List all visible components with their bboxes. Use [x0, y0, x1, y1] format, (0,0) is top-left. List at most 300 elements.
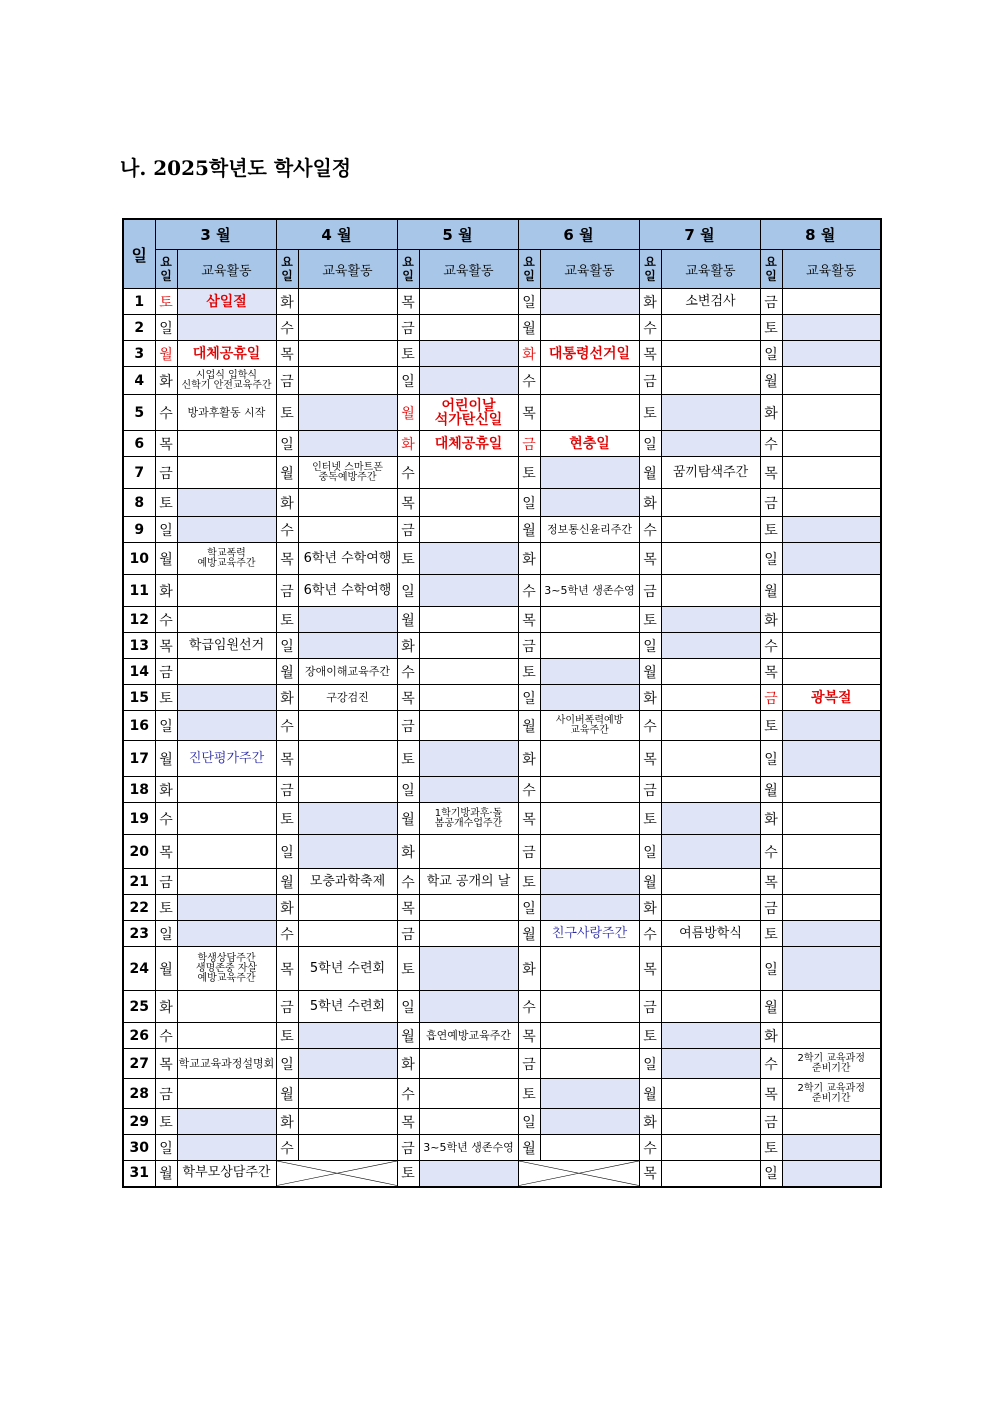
activity-cell	[419, 711, 518, 741]
activity-cell	[298, 607, 397, 633]
activity-cell	[419, 835, 518, 869]
weekday-cell: 토	[276, 1023, 298, 1049]
table-row	[123, 395, 881, 431]
day-number: 26	[123, 1023, 155, 1049]
table-row	[123, 947, 881, 991]
activity-cell	[782, 741, 881, 777]
day-number: 8	[123, 489, 155, 517]
activity-cell	[782, 341, 881, 367]
weekday-cell: 금	[155, 1079, 177, 1109]
day-number: 10	[123, 543, 155, 575]
activity-cell	[782, 289, 881, 315]
activity-cell	[782, 367, 881, 395]
activity-cell: 정보통신윤리주간	[540, 517, 639, 543]
activity-cell	[419, 575, 518, 607]
activity-cell	[661, 543, 760, 575]
month-header: 4 월	[276, 219, 397, 250]
weekday-cell: 목	[276, 543, 298, 575]
weekday-cell: 월	[760, 777, 782, 803]
weekday-cell: 수	[639, 315, 661, 341]
activity-cell: 꿈끼탐색주간	[661, 457, 760, 489]
month-header: 6 월	[518, 219, 639, 250]
weekday-cell: 월	[276, 869, 298, 895]
table-row	[123, 711, 881, 741]
day-number: 4	[123, 367, 155, 395]
weekday-cell: 화	[518, 947, 540, 991]
weekday-cell: 일	[639, 835, 661, 869]
weekday-cell: 일	[518, 895, 540, 921]
activity-cell	[782, 711, 881, 741]
activity-cell	[298, 517, 397, 543]
activity-cell	[177, 315, 276, 341]
activity-cell	[298, 1023, 397, 1049]
activity-cell	[298, 341, 397, 367]
activity-cell	[177, 1023, 276, 1049]
activity-cell	[540, 395, 639, 431]
weekday-cell: 목	[639, 341, 661, 367]
day-number: 5	[123, 395, 155, 431]
table-row	[123, 1023, 881, 1049]
weekday-cell: 일	[155, 711, 177, 741]
activity-cell	[177, 1109, 276, 1135]
activity-cell	[782, 1109, 881, 1135]
table-row	[123, 869, 881, 895]
activity-cell: 2학기 교육과정 준비기간	[782, 1079, 881, 1109]
activity-cell	[540, 947, 639, 991]
weekday-cell: 금	[518, 431, 540, 457]
weekday-cell: 금	[760, 685, 782, 711]
activity-cell	[298, 315, 397, 341]
day-number: 15	[123, 685, 155, 711]
weekday-cell: 금	[518, 633, 540, 659]
activity-cell	[298, 1079, 397, 1109]
activity-cell	[661, 711, 760, 741]
activity-cell	[782, 835, 881, 869]
day-number: 21	[123, 869, 155, 895]
weekday-cell: 수	[518, 367, 540, 395]
activity-header: 교육활동	[540, 250, 639, 289]
table-row	[123, 607, 881, 633]
weekday-cell: 화	[276, 489, 298, 517]
day-number: 24	[123, 947, 155, 991]
weekday-cell: 일	[397, 777, 419, 803]
activity-cell	[177, 659, 276, 685]
weekday-cell: 수	[155, 395, 177, 431]
weekday-cell: 수	[397, 659, 419, 685]
activity-cell	[419, 1109, 518, 1135]
weekday-cell: 월	[276, 659, 298, 685]
day-number: 31	[123, 1161, 155, 1187]
table-row	[123, 457, 881, 489]
activity-cell: 대체공휴일	[419, 431, 518, 457]
weekday-cell: 수	[639, 517, 661, 543]
activity-cell	[782, 315, 881, 341]
activity-cell	[540, 659, 639, 685]
activity-cell	[540, 607, 639, 633]
activity-cell	[540, 367, 639, 395]
weekday-cell: 월	[639, 457, 661, 489]
weekday-cell: 토	[155, 289, 177, 315]
activity-cell	[419, 947, 518, 991]
activity-cell	[661, 395, 760, 431]
table-row	[123, 489, 881, 517]
weekday-cell: 토	[639, 395, 661, 431]
weekday-cell: 목	[760, 457, 782, 489]
weekday-cell: 화	[155, 575, 177, 607]
weekday-header: 요 일	[518, 250, 540, 289]
weekday-cell: 월	[397, 395, 419, 431]
activity-cell	[782, 1023, 881, 1049]
weekday-cell: 화	[760, 803, 782, 835]
activity-cell: 3~5학년 생존수영	[540, 575, 639, 607]
month-header: 3 월	[155, 219, 276, 250]
activity-cell	[419, 741, 518, 777]
weekday-cell: 월	[155, 947, 177, 991]
activity-cell	[177, 711, 276, 741]
activity-cell: 5학년 수련회	[298, 947, 397, 991]
weekday-cell: 목	[397, 1109, 419, 1135]
weekday-cell: 화	[155, 991, 177, 1023]
weekday-cell: 금	[276, 991, 298, 1023]
weekday-cell: 화	[155, 367, 177, 395]
activity-cell	[419, 315, 518, 341]
day-number: 23	[123, 921, 155, 947]
weekday-header: 요 일	[155, 250, 177, 289]
weekday-cell: 수	[639, 711, 661, 741]
activity-cell	[177, 517, 276, 543]
weekday-cell: 토	[760, 315, 782, 341]
weekday-cell: 목	[639, 947, 661, 991]
activity-cell	[177, 457, 276, 489]
day-number: 28	[123, 1079, 155, 1109]
activity-cell	[298, 1109, 397, 1135]
activity-cell	[298, 921, 397, 947]
activity-cell	[782, 543, 881, 575]
activity-cell	[782, 457, 881, 489]
activity-cell	[540, 1109, 639, 1135]
weekday-cell: 화	[397, 835, 419, 869]
weekday-cell: 목	[518, 607, 540, 633]
month-header: 8 월	[760, 219, 881, 250]
weekday-cell: 목	[397, 289, 419, 315]
table-row	[123, 1049, 881, 1079]
weekday-cell: 화	[155, 777, 177, 803]
weekday-cell: 수	[276, 315, 298, 341]
activity-cell: 현충일	[540, 431, 639, 457]
activity-cell	[782, 869, 881, 895]
weekday-cell: 토	[518, 457, 540, 489]
weekday-header: 요 일	[639, 250, 661, 289]
weekday-cell: 화	[397, 431, 419, 457]
activity-cell	[540, 777, 639, 803]
activity-header: 교육활동	[177, 250, 276, 289]
activity-cell	[540, 803, 639, 835]
weekday-cell: 금	[639, 575, 661, 607]
weekday-cell: 수	[276, 921, 298, 947]
activity-cell	[540, 869, 639, 895]
weekday-cell: 토	[397, 543, 419, 575]
weekday-cell: 화	[276, 685, 298, 711]
activity-cell	[661, 947, 760, 991]
weekday-cell: 금	[397, 1135, 419, 1161]
activity-cell	[419, 659, 518, 685]
weekday-cell: 일	[760, 1161, 782, 1187]
weekday-cell: 목	[276, 947, 298, 991]
activity-cell	[298, 289, 397, 315]
activity-cell	[298, 1049, 397, 1079]
activity-header: 교육활동	[419, 250, 518, 289]
activity-cell	[782, 575, 881, 607]
weekday-cell: 토	[760, 517, 782, 543]
weekday-cell: 일	[397, 991, 419, 1023]
weekday-cell: 목	[639, 741, 661, 777]
weekday-cell: 토	[760, 1135, 782, 1161]
weekday-cell: 토	[276, 803, 298, 835]
activity-cell	[540, 1049, 639, 1079]
activity-cell	[419, 457, 518, 489]
weekday-cell: 토	[639, 607, 661, 633]
weekday-cell: 목	[518, 1023, 540, 1049]
weekday-cell: 월	[639, 659, 661, 685]
weekday-cell: 월	[639, 1079, 661, 1109]
activity-cell	[177, 895, 276, 921]
activity-cell	[661, 1079, 760, 1109]
activity-cell	[661, 633, 760, 659]
activity-cell	[419, 895, 518, 921]
weekday-cell: 수	[276, 711, 298, 741]
table-row	[123, 315, 881, 341]
weekday-cell: 금	[760, 489, 782, 517]
weekday-cell: 수	[397, 1079, 419, 1109]
table-row	[123, 289, 881, 315]
weekday-cell: 일	[760, 543, 782, 575]
table-row	[123, 991, 881, 1023]
day-number: 25	[123, 991, 155, 1023]
activity-cell	[298, 741, 397, 777]
activity-cell	[661, 489, 760, 517]
table-row	[123, 633, 881, 659]
table-row	[123, 835, 881, 869]
table-row	[123, 367, 881, 395]
weekday-cell: 금	[639, 777, 661, 803]
weekday-cell: 월	[397, 803, 419, 835]
activity-cell	[419, 489, 518, 517]
weekday-cell: 수	[518, 777, 540, 803]
activity-cell	[661, 575, 760, 607]
table-row	[123, 1109, 881, 1135]
activity-cell	[540, 315, 639, 341]
activity-header: 교육활동	[782, 250, 881, 289]
activity-cell	[540, 1023, 639, 1049]
activity-cell	[298, 1135, 397, 1161]
weekday-cell: 일	[639, 431, 661, 457]
activity-cell	[298, 711, 397, 741]
activity-cell	[419, 517, 518, 543]
weekday-cell: 수	[155, 803, 177, 835]
activity-cell	[782, 947, 881, 991]
table-row	[123, 685, 881, 711]
activity-cell: 대체공휴일	[177, 341, 276, 367]
day-number: 16	[123, 711, 155, 741]
weekday-cell: 월	[639, 869, 661, 895]
weekday-cell: 금	[639, 367, 661, 395]
activity-cell	[540, 835, 639, 869]
weekday-cell: 목	[397, 489, 419, 517]
activity-cell	[419, 685, 518, 711]
empty-day-cross	[518, 1161, 639, 1187]
activity-cell	[298, 835, 397, 869]
weekday-cell: 월	[518, 1135, 540, 1161]
activity-cell	[782, 659, 881, 685]
month-header: 7 월	[639, 219, 760, 250]
weekday-cell: 수	[397, 869, 419, 895]
day-number: 17	[123, 741, 155, 777]
weekday-cell: 화	[276, 1109, 298, 1135]
table-row	[123, 517, 881, 543]
weekday-cell: 일	[639, 1049, 661, 1079]
weekday-cell: 금	[276, 367, 298, 395]
weekday-cell: 일	[518, 289, 540, 315]
day-number: 14	[123, 659, 155, 685]
weekday-cell: 수	[639, 921, 661, 947]
weekday-cell: 화	[760, 395, 782, 431]
activity-cell	[419, 289, 518, 315]
weekday-cell: 목	[397, 685, 419, 711]
activity-cell	[661, 991, 760, 1023]
weekday-cell: 일	[155, 315, 177, 341]
weekday-cell: 화	[518, 341, 540, 367]
table-row	[123, 543, 881, 575]
activity-cell: 소변검사	[661, 289, 760, 315]
page-title: 나. 2025학년도 학사일정	[120, 156, 352, 180]
activity-cell	[661, 835, 760, 869]
table-row	[123, 431, 881, 457]
activity-cell: 진단평가주간	[177, 741, 276, 777]
activity-cell	[782, 921, 881, 947]
weekday-cell: 일	[518, 489, 540, 517]
weekday-cell: 화	[397, 633, 419, 659]
activity-cell: 장애이해교육주간	[298, 659, 397, 685]
activity-cell	[419, 607, 518, 633]
table-row	[123, 895, 881, 921]
weekday-cell: 금	[397, 517, 419, 543]
weekday-cell: 토	[397, 741, 419, 777]
activity-cell: 대통령선거일	[540, 341, 639, 367]
day-number: 29	[123, 1109, 155, 1135]
activity-cell	[177, 575, 276, 607]
activity-cell	[661, 315, 760, 341]
weekday-cell: 일	[397, 367, 419, 395]
day-number: 12	[123, 607, 155, 633]
weekday-cell: 금	[276, 777, 298, 803]
activity-cell	[661, 431, 760, 457]
day-number: 18	[123, 777, 155, 803]
activity-cell	[661, 1049, 760, 1079]
day-number: 2	[123, 315, 155, 341]
weekday-cell: 수	[518, 575, 540, 607]
activity-cell	[540, 633, 639, 659]
table-row	[123, 803, 881, 835]
weekday-cell: 일	[276, 633, 298, 659]
activity-cell: 시업식 입학식 신학기 안전교육주간	[177, 367, 276, 395]
weekday-cell: 월	[760, 367, 782, 395]
activity-cell	[661, 367, 760, 395]
activity-cell	[661, 895, 760, 921]
weekday-cell: 화	[276, 895, 298, 921]
weekday-cell: 금	[155, 457, 177, 489]
activity-cell	[298, 803, 397, 835]
activity-cell	[419, 1049, 518, 1079]
table-row	[123, 341, 881, 367]
activity-cell	[419, 543, 518, 575]
weekday-cell: 금	[276, 575, 298, 607]
activity-cell: 학교교육과정설명회	[177, 1049, 276, 1079]
activity-cell: 어린이날 석가탄신일	[419, 395, 518, 431]
activity-cell	[298, 633, 397, 659]
weekday-cell: 일	[760, 741, 782, 777]
table-row	[123, 1161, 881, 1187]
weekday-cell: 금	[155, 869, 177, 895]
activity-cell	[419, 633, 518, 659]
weekday-cell: 월	[155, 741, 177, 777]
weekday-cell: 화	[518, 543, 540, 575]
weekday-cell: 월	[276, 457, 298, 489]
activity-cell: 5학년 수련회	[298, 991, 397, 1023]
weekday-cell: 화	[639, 289, 661, 315]
day-number: 3	[123, 341, 155, 367]
activity-cell	[782, 607, 881, 633]
weekday-cell: 일	[276, 431, 298, 457]
weekday-cell: 일	[760, 341, 782, 367]
weekday-cell: 수	[276, 517, 298, 543]
weekday-cell: 토	[518, 869, 540, 895]
activity-cell	[298, 431, 397, 457]
activity-cell	[661, 1135, 760, 1161]
activity-cell	[177, 777, 276, 803]
weekday-header: 요 일	[276, 250, 298, 289]
weekday-cell: 수	[639, 1135, 661, 1161]
weekday-cell: 목	[397, 895, 419, 921]
weekday-cell: 화	[639, 1109, 661, 1135]
activity-cell	[298, 489, 397, 517]
activity-cell: 방과후활동 시작	[177, 395, 276, 431]
weekday-cell: 월	[518, 517, 540, 543]
activity-cell	[177, 431, 276, 457]
weekday-cell: 화	[639, 685, 661, 711]
weekday-cell: 목	[155, 431, 177, 457]
weekday-cell: 목	[155, 835, 177, 869]
activity-cell: 구강검진	[298, 685, 397, 711]
activity-cell	[419, 991, 518, 1023]
weekday-cell: 목	[760, 1079, 782, 1109]
weekday-cell: 토	[518, 659, 540, 685]
day-number: 20	[123, 835, 155, 869]
weekday-cell: 일	[518, 685, 540, 711]
activity-cell: 2학기 교육과정 준비기간	[782, 1049, 881, 1079]
day-number: 7	[123, 457, 155, 489]
day-number: 13	[123, 633, 155, 659]
activity-cell	[177, 869, 276, 895]
activity-cell	[177, 1079, 276, 1109]
activity-cell	[661, 341, 760, 367]
activity-cell	[177, 607, 276, 633]
activity-cell	[419, 341, 518, 367]
weekday-cell: 화	[760, 1023, 782, 1049]
weekday-cell: 토	[155, 895, 177, 921]
activity-cell: 모충과학축제	[298, 869, 397, 895]
weekday-cell: 일	[397, 575, 419, 607]
weekday-cell: 목	[639, 1161, 661, 1187]
